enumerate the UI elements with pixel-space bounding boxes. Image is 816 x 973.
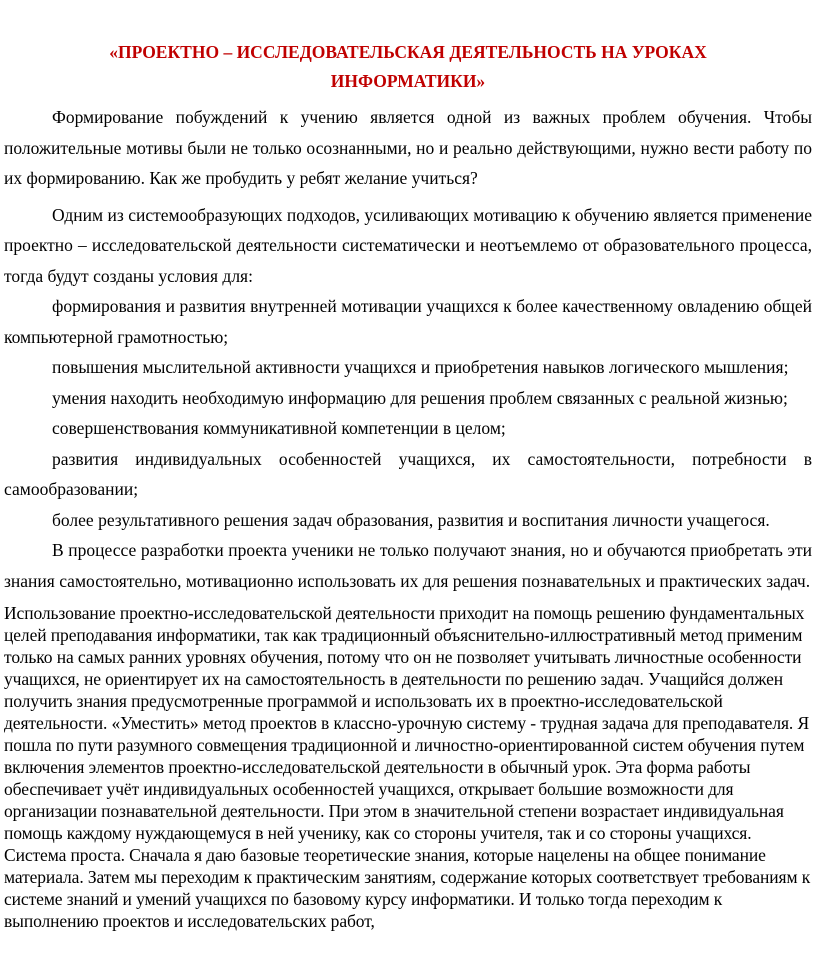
paragraph-project-process: В процессе разработки проекта ученики не только получают знания, но и обучаются приобретать эти знания самостоятельно, мотивационно использовать их для решения познавательных и практических задач. [4, 540, 812, 591]
list-item-results: более результативного решения задач образования, развития и воспитания личности учащегося. [52, 509, 770, 530]
paragraph-approach: Одним из системообразующих подходов, усиливающих мотивацию к обучению является применение проектно – исследовательской деятельности систематически и неотъемлемо от образовательного процесса, тогда будут созданы условия для: [4, 204, 812, 286]
list-item-communication: совершенствования коммуникативной компетенции в целом; [52, 418, 506, 438]
list-item-motivation: формирования и развития внутренней мотивации учащихся к более качественному овладению общей компьютерной грамотностью; [4, 296, 812, 347]
paragraph-usage: Использование проектно-исследовательской деятельности приходит на помощь решению фундаментальных целей преподавания информатики, так как традиционный объяснительно-иллюстративный метод применим только на самых ранних уровнях обучения, потому что он не позволяет учитывать личностные особенности учащихся, не ориентирует их на самостоятельность в деятельности по решению задач. Учащийся должен получить знания предусмотренные программой и использовать их в проектно-исследовательской деятельности. «Уместить» метод проектов в классно-урочную систему - трудная задача для преподавателя. Я пошла по пути разумного совмещения традиционной и личностно-ориентированной систем обучения путем включения элементов проектно-исследовательской деятельности в обычный урок. Эта форма работы обеспечивает учёт индивидуальных особенностей учащихся, открывает большие возможности для организации познавательной деятельности. При этом в значительной степени возрастает индивидуальная помощь каждому нуждающемуся в ней ученику, как со стороны учителя, так и со стороны учащихся. Система проста. Сначала я даю базовые теоретические знания, которые нацелены на общее понимание материала. Затем мы переходим к практическим занятиям, содержание которых соответствует требованиям к системе знаний и умений учащихся по базовому курсу информатики. И только тогда переходим к выполнению проектов и исследовательских работ, [4, 603, 811, 931]
paragraph-motivation: Формирование побуждений к учению является одной из важных проблем обучения. Чтобы положительные мотивы были не только осознанными, но и реально действующими, нужно вести работу по их формированию. Как же пробудить у ребят желание учиться? [4, 107, 812, 188]
document-title: «ПРОЕКТНО – ИССЛЕДОВАТЕЛЬСКАЯ ДЕЯТЕЛЬНОСТЬ НА УРОКАХ ИНФОРМАТИКИ» [109, 42, 707, 91]
list-item-individual: развития индивидуальных особенностей учащихся, их самостоятельности, потребности в самообразовании; [4, 448, 812, 499]
list-item-information: умения находить необходимую информацию для решения проблем связанных с реальной жизнью; [52, 387, 788, 408]
list-item-thinking: повышения мыслительной активности учащихся и приобретения навыков логического мышления; [52, 357, 789, 377]
